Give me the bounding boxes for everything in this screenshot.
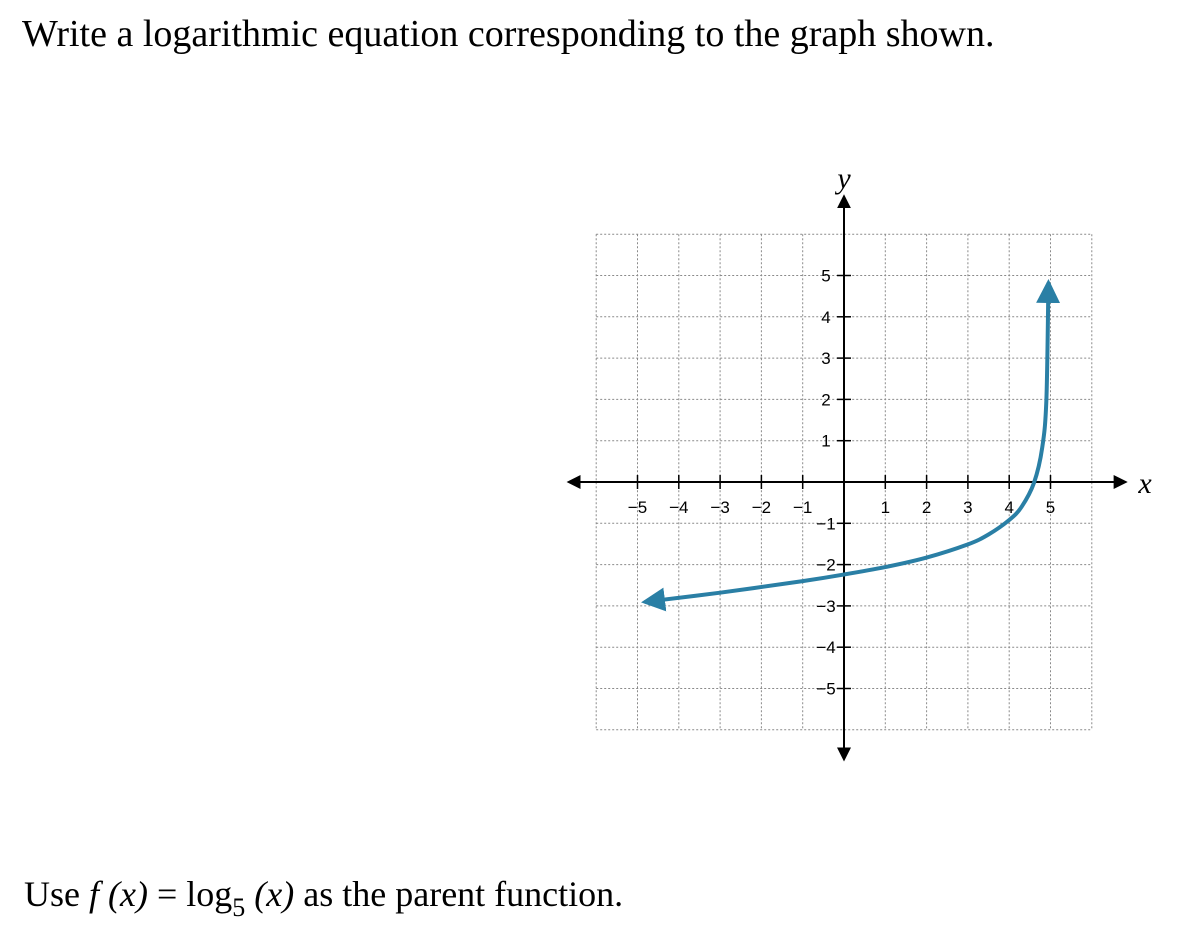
x-tick-label: −5 [627, 498, 648, 517]
function-notation: f (x) [89, 874, 148, 914]
prompt-text: Write a logarithmic equation corresponding to the graph shown. [22, 13, 995, 55]
curve [646, 284, 1049, 602]
equals-sign: = [156, 874, 178, 914]
y-tick-label: −1 [816, 514, 836, 534]
y-axis-label: y [837, 162, 851, 195]
x-tick-label: −2 [751, 498, 772, 517]
y-tick-label: 5 [821, 266, 831, 286]
y-tick-label: −4 [816, 638, 836, 658]
x-tick-label: 4 [1004, 498, 1014, 517]
log-argument: (x) [254, 874, 295, 914]
footer-prefix: Use [24, 874, 80, 914]
log-base: 5 [232, 893, 246, 922]
y-tick-label: −5 [816, 679, 836, 699]
y-tick-label: 3 [821, 349, 831, 369]
y-tick-label: 4 [821, 307, 831, 327]
x-tick-label: −3 [710, 498, 730, 517]
log-word: log [186, 874, 233, 914]
x-tick-label: 1 [880, 498, 891, 517]
y-tick-label: −2 [816, 555, 836, 575]
x-tick-label: −4 [669, 498, 689, 517]
y-tick-label: −3 [816, 596, 836, 616]
y-tick-label: 1 [821, 431, 831, 451]
footer-suffix: as the parent function. [303, 874, 624, 914]
x-tick-label: 5 [1045, 498, 1056, 517]
x-tick-label: 2 [921, 498, 932, 517]
x-tick-label: −1 [793, 498, 813, 517]
x-axis-label: x [1138, 467, 1152, 500]
y-tick-label: 2 [821, 390, 831, 410]
x-tick-label: 3 [963, 498, 973, 517]
series-line [646, 284, 1049, 602]
axes [569, 197, 1124, 759]
instruction-text [24, 868, 623, 924]
